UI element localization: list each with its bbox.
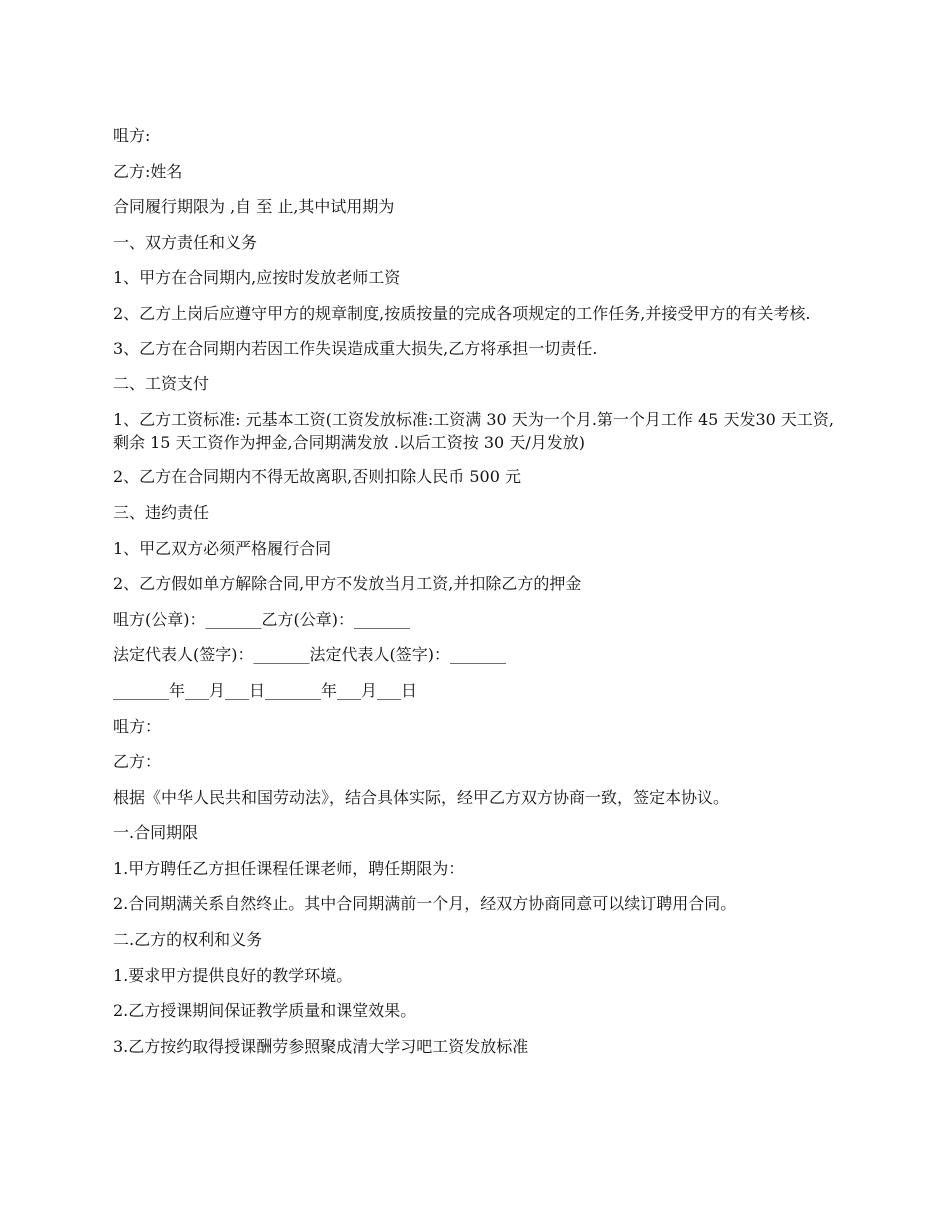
section-heading-term: 一.合同期限 [113,823,199,843]
term-clause-2: 2.合同期满关系自然终止。其中合同期满前一个月，经双方协商同意可以续订聘用合同。 [113,894,737,914]
party-b-label: 乙方:姓名 [113,161,183,181]
preamble: 根据《中华人民共和国劳动法》，结合具体实际，经甲乙方双方协商一致，签定本协议。 [113,787,730,807]
contract-term-line: 合同履行期限为 ,自 至 止,其中试用期为 [113,197,395,217]
signature-line: 法定代表人(签字)：_______法定代表人(签字)：_______ [113,645,506,665]
section-heading-rights: 二.乙方的权利和义务 [113,930,263,950]
party-b-label-2: 乙方： [113,752,162,772]
rights-clause-3: 3.乙方按约取得授课酬劳参照聚成清大学习吧工资发放标准 [113,1036,529,1056]
clause-2-2: 2、乙方在合同期内不得无故离职,否则扣除人民币 500 元 [113,467,521,487]
section-heading-duties: 一、双方责任和义务 [113,232,258,252]
clause-3-1: 1、甲乙双方必须严格履行合同 [113,538,332,558]
clause-3-2: 2、乙方假如单方解除合同,甲方不发放当月工资,并扣除乙方的押金 [113,574,582,594]
section-heading-breach: 三、违约责任 [113,502,210,522]
clause-1-2: 2、乙方上岗后应遵守甲方的规章制度,按质按量的完成各项规定的工作任务,并接受甲方的有关考核. [113,303,811,323]
rights-clause-2: 2.乙方授课期间保证教学质量和课堂效果。 [113,1001,417,1021]
document-page [113,124,843,1070]
section-heading-wages: 二、工资支付 [113,374,210,394]
party-a-label-2: 咀方： [113,716,162,736]
seal-line: 咀方(公章)：_______乙方(公章)：_______ [113,609,410,629]
date-line: _______年___月___日_______年___月___日 [113,680,418,700]
clause-1-1: 1、甲方在合同期内,应按时发放老师工资 [113,268,401,288]
party-a-label: 咀方: [113,126,151,145]
term-clause-1: 1.甲方聘任乙方担任课程任课老师，聘任期限为： [113,858,465,878]
clause-1-3: 3、乙方在合同期内若因工作失误造成重大损失,乙方将承担一切责任. [113,338,598,358]
clause-2-1: 1、乙方工资标准: 元基本工资(工资发放标准:工资满 30 天为一个月.第一个月工作 45 天发30 天工资,剩余 15 天工资作为押金,合同期满发放 .以后工资按 30 天/月发放) [113,409,834,452]
rights-clause-1: 1.要求甲方提供良好的教学环境。 [113,965,353,985]
